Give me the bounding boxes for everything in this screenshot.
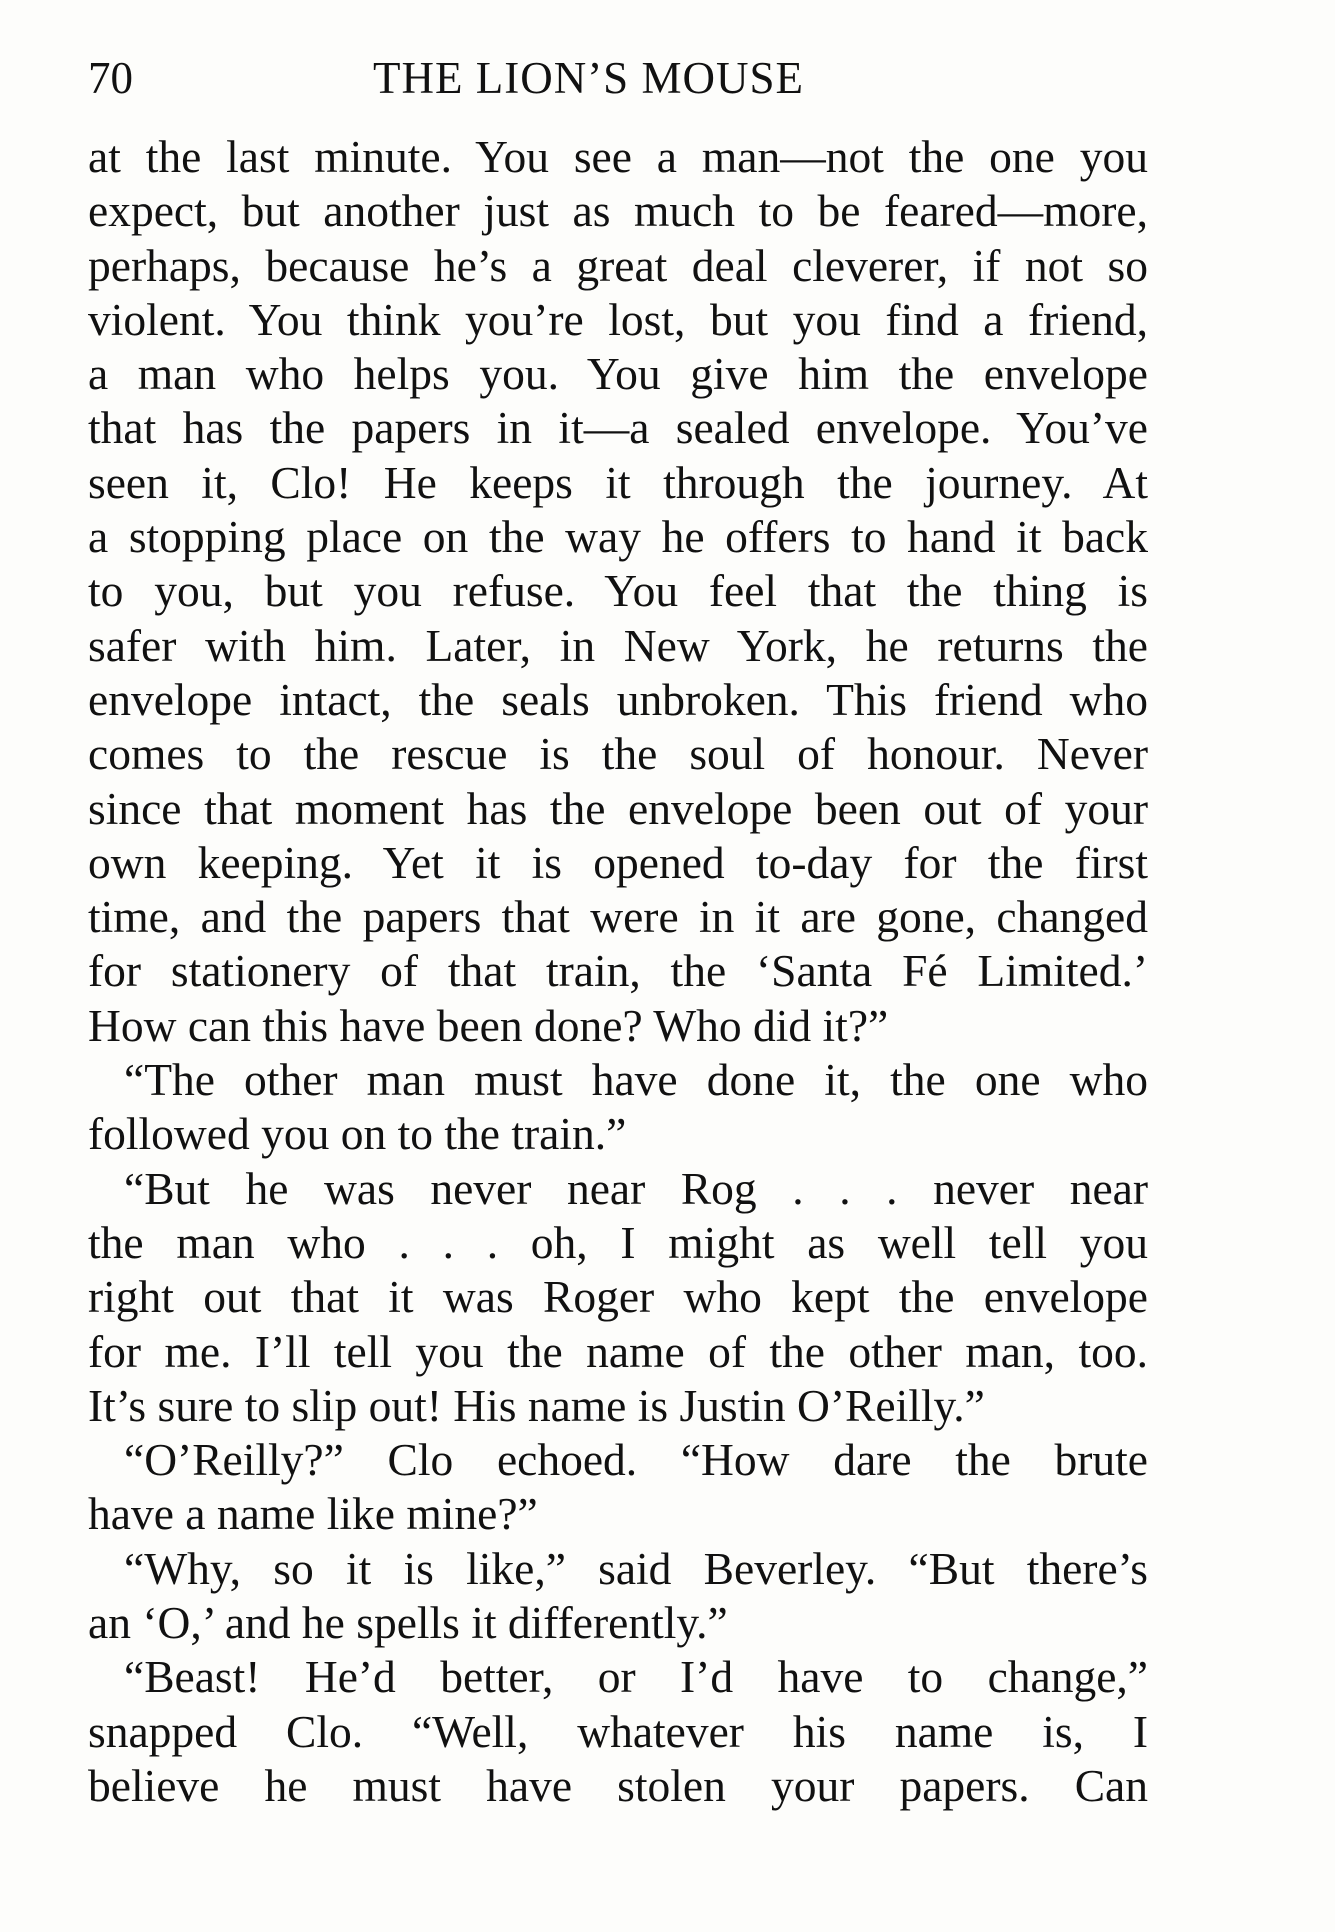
text-line: How can this have been done? Who did it?” [88, 999, 889, 1051]
text-line: violent. You think you’re lost, but you find a friend, [88, 293, 1148, 345]
text-line: “O’Reilly?” Clo echoed. “How dare the brute [124, 1434, 1148, 1486]
text-line: comes to the rescue is the soul of honour. Never [88, 728, 1148, 780]
book-title: THE LION’S MOUSE [373, 53, 804, 103]
text-line: that has the papers in it—a sealed envelope. You’ve [88, 402, 1148, 454]
body-text [88, 130, 1148, 1813]
text-line: snapped Clo. “Well, whatever his name is, I [88, 1705, 1148, 1757]
text-line: a man who helps you. You give him the envelope [88, 348, 1148, 400]
text-line: followed you on to the train.” [88, 1108, 627, 1160]
page-number: 70 [88, 53, 133, 103]
text-line: at the last minute. You see a man—not the one you [88, 131, 1148, 182]
text-line: the man who . . . oh, I might as well tell you [88, 1216, 1148, 1268]
text-line: time, and the papers that were in it are gone, changed [88, 891, 1148, 943]
text-line: “Beast! He’d better, or I’d have to change,” [124, 1651, 1148, 1703]
text-line: own keeping. Yet it is opened to-day for the first [88, 836, 1148, 888]
text-line: since that moment has the envelope been out of your [88, 782, 1148, 834]
text-line: safer with him. Later, in New York, he returns the [88, 619, 1148, 671]
text-line: envelope intact, the seals unbroken. This friend who [88, 673, 1148, 725]
text-line: “Why, so it is like,” said Beverley. “But there’s [124, 1542, 1148, 1594]
text-line: believe he must have stolen your papers. Can [88, 1759, 1148, 1811]
text-line: expect, but another just as much to be feared—more, [88, 185, 1148, 237]
text-line: for me. I’ll tell you the name of the other man, too. [88, 1325, 1148, 1377]
text-line: a stopping place on the way he offers to hand it back [88, 511, 1148, 563]
text-line: seen it, Clo! He keeps it through the journey. At [88, 456, 1148, 508]
text-line: It’s sure to slip out! His name is Justin O’Reilly.” [88, 1379, 985, 1431]
text-line: right out that it was Roger who kept the envelope [88, 1271, 1148, 1323]
text-line: an ‘O,’ and he spells it differently.” [88, 1597, 728, 1649]
text-line: “But he was never near Rog . . . never near [124, 1162, 1148, 1214]
running-head [88, 48, 1148, 108]
text-line: perhaps, because he’s a great deal cleverer, if not so [88, 239, 1148, 291]
text-line: for stationery of that train, the ‘Santa Fé Limited.’ [88, 945, 1148, 997]
text-line: “The other man must have done it, the one who [124, 1054, 1148, 1106]
text-line: have a name like mine?” [88, 1488, 538, 1540]
text-line: to you, but you refuse. You feel that the thing is [88, 565, 1148, 617]
